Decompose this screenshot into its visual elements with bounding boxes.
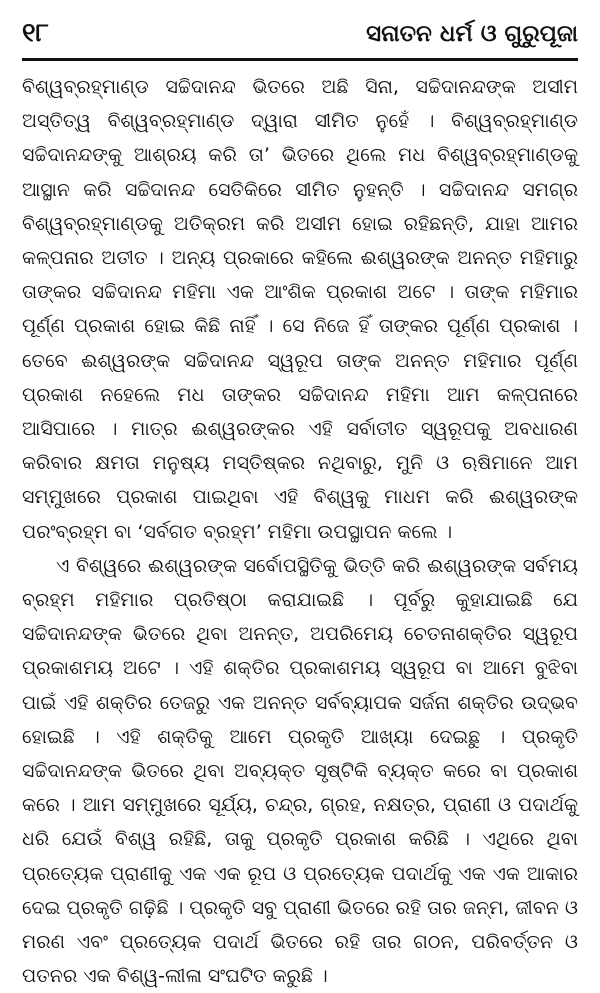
page-header	[22, 14, 578, 54]
running-title: ସନାତନ ଧର୍ମ ଓ ଗୁରୁପୂଜା	[366, 21, 578, 47]
page-number: ୧୮	[22, 18, 50, 48]
paragraph-1: ବିଶ୍ୱବ୍ରହ୍ମାଣ୍ଡ ସଚ୍ଚିଦାନନ୍ଦ ଭିତରେ ଅଛି ସିନା, ସଚ୍ଚିଦାନନ୍ଦଙ୍କ ଅସୀମ ଅସ୍ତିତ୍ୱ ବିଶ୍ୱବ୍ରହ୍ମାଣ୍ଡ ଦ୍ୱାରା ସୀମିତ ନୁହେଁ । ବିଶ୍ୱବ୍ରହ୍ମାଣ୍ଡ ସଚ୍ଚିଦାନନ୍ଦଙ୍କୁ ଆଶ୍ରୟ କରି ତା’ ଭିତରେ ଥିଲେ ମଧ ବିଶ୍ୱବ୍ରହ୍ମାଣ୍ଡକୁ ଆସ୍ଥାନ କରି ସଚ୍ଚିଦାନନ୍ଦ ସେତିକିରେ ସୀମିତ ନୁହନ୍ତି । ସଚ୍ଚିଦାନନ୍ଦ ସମଗ୍ର ବିଶ୍ୱବ୍ରହ୍ମାଣ୍ଡକୁ ଅତିକ୍ରମ କରି ଅସୀମ ହୋଇ ରହିଛନ୍ତି, ଯାହା ଆମର କଳ୍ପନାର ଅତୀତ । ଅନ୍ୟ ପ୍ରକାରେ କହିଲେ ଈଶ୍ୱରଙ୍କ ଅନନ୍ତ ମହିମାରୁ ତାଙ୍କର ସଚ୍ଚିଦାନନ୍ଦ ମହିମା ଏକ ଆଂଶିକ ପ୍ରକାଶ ଅଟେ । ତାଙ୍କ ମହିମାର ପୂର୍ଣ୍ଣ ପ୍ରକାଶ ହୋଇ କିଛି ନାହିଁ । ସେ ନିଜେ ହିଁ ତାଙ୍କର ପୂର୍ଣ୍ଣ ପ୍ରକାଶ । ତେବେ ଈଶ୍ୱରଙ୍କ ସଚ୍ଚିଦାନନ୍ଦ ସ୍ୱରୂପ ତାଙ୍କ ଅନନ୍ତ ମହିମାର ପୂର୍ଣ୍ଣ ପ୍ରକାଶ ନହେଲେ ମଧ ତାଙ୍କର ସଚ୍ଚିଦାନନ୍ଦ ମହିମା ଆମ କଳ୍ପନାରେ ଆସିପାରେ । ମାତ୍ର ଈଶ୍ୱରଙ୍କର ଏହି ସର୍ବାତୀତ ସ୍ୱରୂପକୁ ଅବଧାରଣ କରିବାର କ୍ଷମତା ମନୁଷ୍ୟ ମସ୍ତିଷ୍କର ନଥିବାରୁ, ମୁନି ଓ ଋଷିମାନେ ଆମ ସମ୍ମୁଖରେ ପ୍ରକାଶ ପାଇଥିବା ଏହି ବିଶ୍ୱକୁ ମାଧମ କରି ଈଶ୍ୱରଙ୍କ ପରଂବ୍ରହ୍ମ ବା ‘ସର୍ବଗତ ବ୍ରହ୍ମ’ ମହିମା ଉପସ୍ଥାପନ କଲେ ।	[22, 76, 578, 543]
header-rule	[22, 58, 578, 61]
paragraph-2: ଏ ବିଶ୍ୱରେ ଈଶ୍ୱରଙ୍କ ସର୍ବୋପସ୍ଥିତିକୁ ଭିତ୍ତି କରି ଈଶ୍ୱରଙ୍କ ସର୍ବମୟ ବ୍ରହ୍ମ ମହିମାର ପ୍ରତିଷ୍ଠା କରାଯାଇଛି । ପୂର୍ବରୁ କୁହାଯାଇଛି ଯେ ସଚ୍ଚିଦାନନ୍ଦଙ୍କ ଭିତରେ ଥିବା ଅନନ୍ତ, ଅପରିମେୟ ଚେତନାଶକ୍ତିର ସ୍ୱରୂପ ପ୍ରକାଶମୟ ଅଟେ । ଏହି ଶକ୍ତିର ପ୍ରକାଶମୟ ସ୍ୱରୂପ ବା ଆମେ ବୁଝିବା ପାଇଁ ଏହି ଶକ୍ତିର ତେଜରୁ ଏକ ଅନନ୍ତ ସର୍ବବ୍ୟାପକ ସର୍ଜନା ଶକ୍ତିର ଉଦ୍ଭବ ହୋଇଛି । ଏହି ଶକ୍ତିକୁ ଆମେ ପ୍ରକୃତି ଆଖ୍ୟା ଦେଇଛୁ । ପ୍ରକୃତି ସଚ୍ଚିଦାନନ୍ଦଙ୍କ ଭିତରେ ଥିବା ଅବ୍ୟକ୍ତ ସୃଷ୍ଟିକି ବ୍ୟକ୍ତ କରେ ବା ପ୍ରକାଶ କରେ । ଆମ ସମ୍ମୁଖରେ ସୂର୍ଯ୍ୟ, ଚନ୍ଦ୍ର, ଗ୍ରହ, ନକ୍ଷତ୍ର, ପ୍ରାଣୀ ଓ ପଦାର୍ଥକୁ ଧରି ଯେଉଁ ବିଶ୍ୱ ରହିଛି, ତାକୁ ପ୍ରକୃତି ପ୍ରକାଶ କରିଛି । ଏଥିରେ ଥିବା ପ୍ରତ୍ୟେକ ପ୍ରାଣୀକୁ ଏକ ଏକ ରୂପ ଓ ପ୍ରତ୍ୟେକ ପଦାର୍ଥକୁ ଏକ ଏକ ଆକାର ଦେଇ ପ୍ରକୃତି ଗଢ଼ିଛି । ପ୍ରକୃତି ସବୁ ପ୍ରାଣୀ ଭିତରେ ରହି ତାର ଜନ୍ମ, ଜୀବନ ଓ ମରଣ ଏବଂ ପ୍ରତ୍ୟେକ ପଦାର୍ଥ ଭିତରେ ରହି ତାର ଗଠନ, ପରିବର୍ତ୍ତନ ଓ ପତନର ଏକ ବିଶ୍ୱ-ଲୀଳା ସଂଘଟିତ କରୁଛି ।	[22, 554, 578, 988]
body-text	[22, 70, 578, 993]
